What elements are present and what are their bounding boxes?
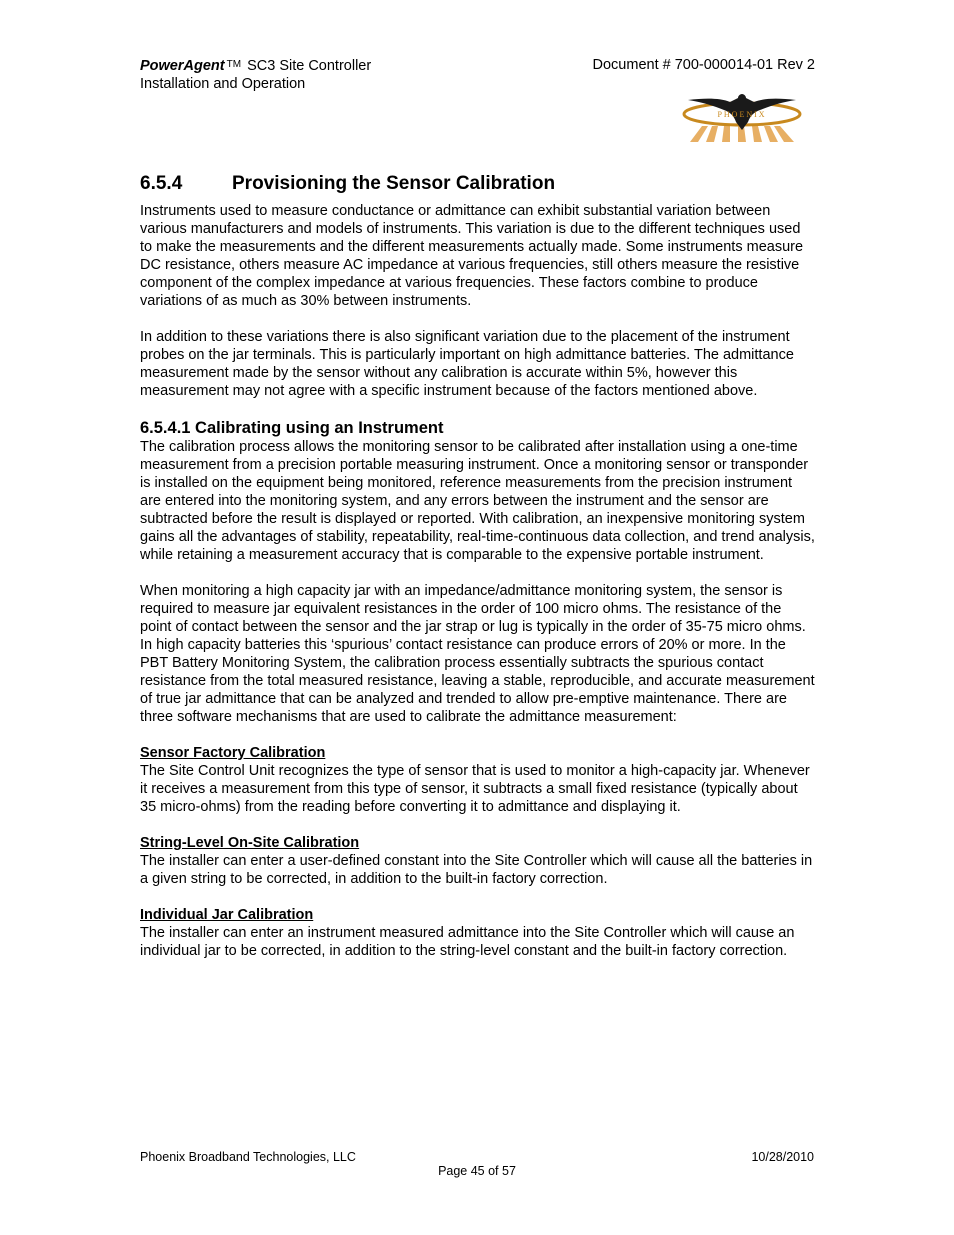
subsection-paragraph-2: When monitoring a high capacity jar with an impedance/admittance monitoring system, the sensor is required to measure jar equivalent resistances in the order of 100 micro ohms. The resistance of the point of contact between the sensor and the jar strap or lug is typically in the order of 35-75 micro ohms. In high capacity batteries this ‘spurious’ contact resistance can produce errors of 20% or more. In the PBT Battery Monitoring System, the calibration process essentially subtracts the spurious contact resistance from the total measured resistance, leaving a stable, reproducible, and accurate measurement of true jar admittance that can be analyzed and trended to allow pre-emptive maintenance. There are three software mechanisms that are used to calibrate the admittance measurement: bbox=[140, 583, 815, 725]
subsection-heading: 6.5.4.1 Calibrating using an Instrument bbox=[140, 419, 444, 437]
header-left bbox=[140, 56, 371, 93]
footer-company: Phoenix Broadband Technologies, LLC bbox=[140, 1150, 356, 1164]
section-paragraph-1: Instruments used to measure conductance or admittance can exhibit substantial variation between various manufacturers and models of instruments. This variation is due to the different techniques used to make the measurements and the different measurements actually made. Some instruments measure DC resistance, others measure AC impedance at various frequencies, still others measure the resistive component of the complex impedance at various frequencies. These factors combine to produce variations of as much as 30% between instruments. bbox=[140, 203, 804, 309]
phoenix-logo bbox=[680, 90, 804, 142]
mechanism-text: The installer can enter a user-defined constant into the Site Controller which will cause all the batteries in a given string to be corrected, in addition to the built-in factory correction. bbox=[140, 853, 813, 887]
mechanism-factory-calibration bbox=[140, 744, 815, 816]
section-paragraph-2: In addition to these variations there is also significant variation due to the placement of the instrument probes on the jar terminals. This is particularly important on high admittance batteries. The admittance measurement made by the sensor without any calibration is accurate within 5%, however this measurement may not agree with a specific instrument because of the factors mentioned above. bbox=[140, 329, 794, 399]
mechanism-string-level-calibration bbox=[140, 834, 815, 888]
page-content bbox=[140, 172, 815, 978]
logo-text: PHOENIX bbox=[717, 110, 767, 119]
document-number: Document # 700-000014-01 Rev 2 bbox=[592, 57, 815, 73]
mechanism-text: The Site Control Unit recognizes the type of sensor that is used to monitor a high-capacity jar. Whenever it receives a measurement from this type of sensor, it subtracts a small fixed resistance (typically about 35 micro-ohms) from the reading before converting it to admittance and displaying it. bbox=[140, 763, 810, 815]
subsection-paragraph-1: The calibration process allows the monitoring sensor to be calibrated after installation using a one-time measurement from a precision portable measuring instrument. Once a monitoring sensor or transponder is installed on the equipment being monitored, reference measurements from the precision instrument are entered into the monitoring system, and any errors between the instrument and the sensor are subtracted before the result is displayed or reported. With calibration, an inexpensive monitoring system gains all the advantages of stability, repeatability, real-time-continuous data collection, and trend analysis, while retaining a measurement accuracy that is comparable to the expensive portable instrument. bbox=[140, 439, 815, 563]
mechanism-heading: Individual Jar Calibration bbox=[140, 907, 314, 923]
footer-date: 10/28/2010 bbox=[751, 1150, 814, 1164]
mechanism-heading: String-Level On-Site Calibration bbox=[140, 835, 360, 851]
header-subtitle: Installation and Operation bbox=[140, 76, 306, 92]
header-product-line bbox=[140, 56, 371, 75]
section-heading bbox=[140, 172, 815, 196]
mechanism-heading: Sensor Factory Calibration bbox=[140, 745, 326, 761]
mechanism-individual-jar-calibration bbox=[140, 906, 815, 960]
mechanism-text: The installer can enter an instrument measured admittance into the Site Controller which will cause an individual jar to be corrected, in addition to the string-level constant and the built-in factory correction. bbox=[140, 925, 795, 959]
section-title: Provisioning the Sensor Calibration bbox=[232, 173, 556, 194]
product-name: SC3 Site Controller bbox=[247, 58, 372, 74]
trademark-mark: TM bbox=[226, 59, 242, 70]
footer-page-number: Page 45 of 57 bbox=[438, 1164, 516, 1178]
section-number: 6.5.4 bbox=[140, 173, 183, 194]
brand-name: PowerAgent bbox=[140, 58, 225, 74]
